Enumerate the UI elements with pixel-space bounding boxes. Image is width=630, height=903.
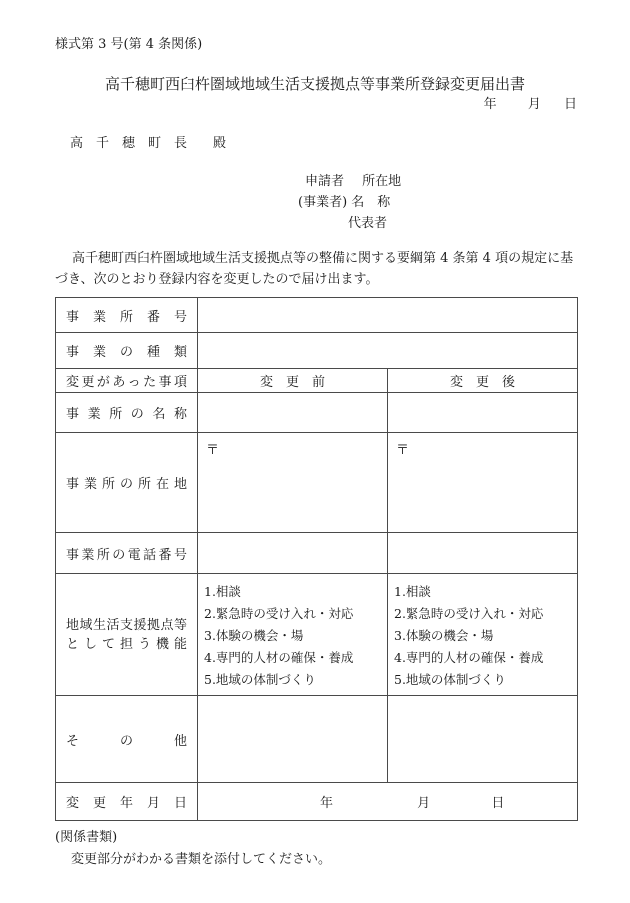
office-address-after-cell — [388, 433, 578, 533]
office-name-label: 事業所の名称 — [66, 407, 187, 422]
function-list — [198, 574, 387, 695]
changed-item-label: 変更があった事項 — [66, 375, 187, 390]
business-type-value-cell — [198, 333, 578, 369]
applicant-line-name — [298, 192, 401, 213]
function-item: 5.地域の体制づくり — [394, 672, 506, 687]
support-functions-label-line1: 地域生活支援拠点等 — [66, 617, 187, 633]
office-address-before-cell — [198, 433, 388, 533]
date-day-label: 日 — [563, 97, 577, 112]
date-line — [484, 93, 577, 112]
attachment-note: 変更部分がわかる書類を添付してください。 — [71, 852, 332, 867]
office-name-label-cell — [56, 393, 198, 433]
before-change-header: 変更前 — [198, 369, 388, 393]
support-functions-label-cell — [56, 574, 198, 696]
function-item: 3.体験の機会・場 — [204, 628, 304, 643]
support-functions-label — [56, 616, 197, 654]
row-office-address — [56, 433, 578, 533]
office-number-value-cell — [198, 298, 578, 333]
row-office-number — [56, 298, 578, 333]
office-name-after-cell — [388, 393, 578, 433]
related-documents-heading: (関係書類) — [55, 830, 118, 845]
office-number-label: 事業所番号 — [66, 309, 187, 325]
row-office-phone — [56, 533, 578, 574]
row-business-type — [56, 333, 578, 369]
row-office-name — [56, 393, 578, 433]
other-label: その他 — [66, 733, 187, 749]
postal-mark: 〒 — [206, 443, 220, 458]
function-item: 2.緊急時の受け入れ・対応 — [204, 606, 354, 621]
office-number-label-cell — [56, 298, 198, 333]
office-phone-before-cell — [198, 533, 388, 574]
other-before-cell — [198, 696, 388, 783]
name-label: 名 称 — [351, 195, 391, 210]
function-item: 1.相談 — [394, 584, 431, 599]
registration-change-table — [55, 297, 578, 821]
address-label: 所在地 — [362, 174, 402, 189]
form-number: 様式第 3 号(第 4 条関係) — [55, 37, 203, 52]
document-title: 高千穂町西臼杵圏域地域生活支援拠点等事業所登録変更届出書 — [104, 75, 525, 93]
support-functions-before-cell — [198, 574, 388, 696]
change-date-day-label: 日 — [491, 796, 505, 811]
support-functions-after-cell — [388, 574, 578, 696]
changed-item-label-cell — [56, 369, 198, 393]
business-type-label-cell — [56, 333, 198, 369]
applicant-line-address — [298, 171, 401, 192]
function-list — [388, 574, 577, 695]
date-month-label: 月 — [527, 97, 541, 112]
other-label-cell — [56, 696, 198, 783]
row-change-date — [56, 783, 578, 821]
office-phone-after-cell — [388, 533, 578, 574]
change-date-label-cell — [56, 783, 198, 821]
business-owner-label: (事業者) — [298, 195, 348, 210]
office-name-before-cell — [198, 393, 388, 433]
function-item: 2.緊急時の受け入れ・対応 — [394, 606, 544, 621]
row-support-functions — [56, 574, 578, 696]
office-address-label-cell — [56, 433, 198, 533]
representative-label: 代表者 — [348, 216, 388, 231]
office-address-label: 事業所の所在地 — [66, 477, 187, 492]
function-item: 4.専門的人材の確保・養成 — [394, 650, 544, 665]
support-functions-label-line2: として担う機能 — [66, 636, 187, 652]
change-date-year-label: 年 — [320, 796, 334, 811]
business-type-label: 事業の種類 — [66, 345, 187, 360]
applicant-block — [298, 171, 401, 234]
after-change-header: 変更後 — [388, 369, 578, 393]
function-item: 4.専門的人材の確保・養成 — [204, 650, 354, 665]
addressee-mayor: 高 千 穂 町 長 殿 — [70, 136, 227, 151]
function-item: 5.地域の体制づくり — [204, 672, 316, 687]
row-other — [56, 696, 578, 783]
function-item: 1.相談 — [204, 584, 241, 599]
function-item: 3.体験の機会・場 — [394, 628, 494, 643]
change-date-month-label: 月 — [417, 796, 431, 811]
office-phone-label: 事業所の電話番号 — [66, 547, 187, 563]
change-date-label: 変更年月日 — [66, 796, 187, 811]
postal-mark: 〒 — [396, 443, 410, 458]
date-year-label: 年 — [483, 97, 497, 112]
applicant-line-representative — [298, 213, 401, 234]
row-change-headers — [56, 369, 578, 393]
office-phone-label-cell — [56, 533, 198, 574]
applicant-label: 申請者 — [305, 174, 345, 189]
body-paragraph: 高千穂町西臼杵圏域地域生活支援拠点等の整備に関する要綱第 4 条第 4 項の規定に基づき、次のとおり登録内容を変更したので届け出ます。 — [55, 251, 574, 287]
change-date-value-cell — [198, 783, 578, 821]
other-after-cell — [388, 696, 578, 783]
